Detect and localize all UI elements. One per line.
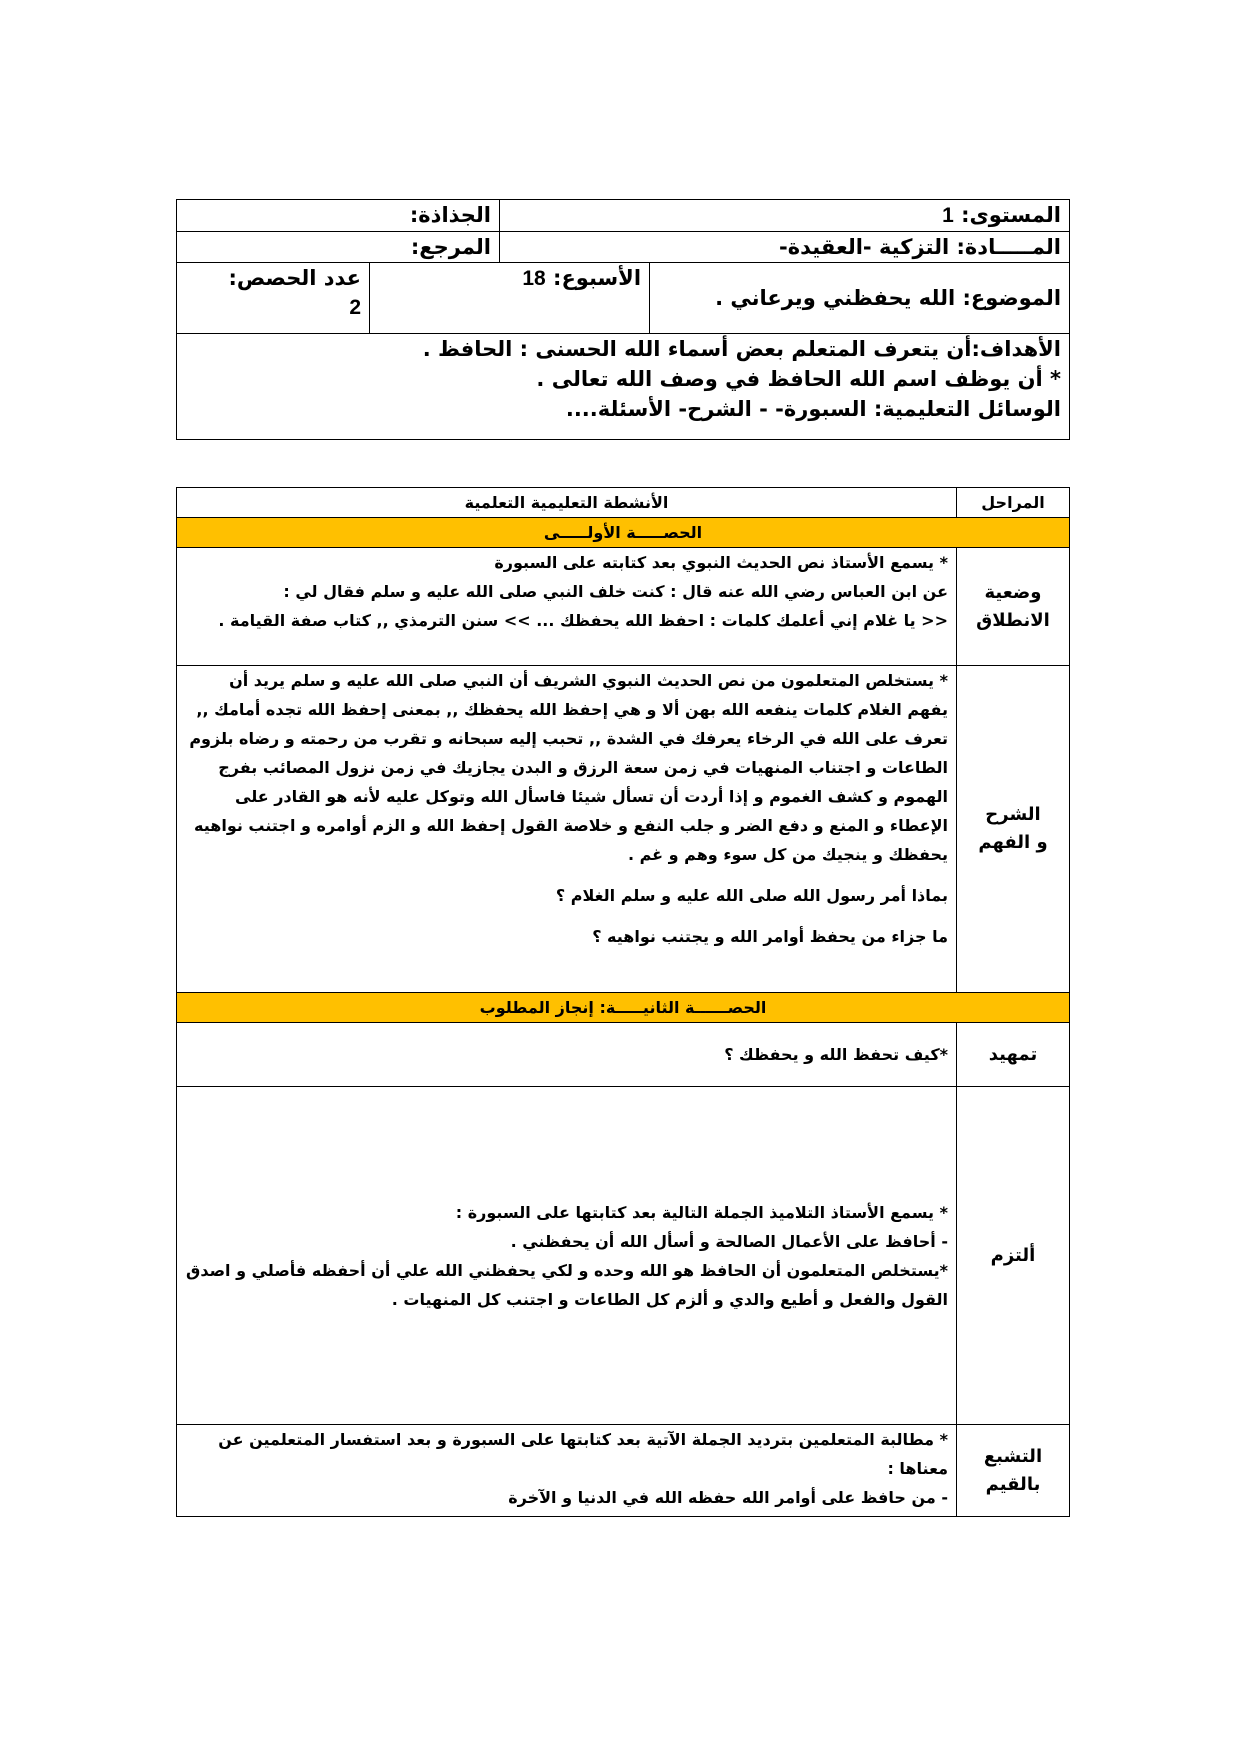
reference-cell xyxy=(177,232,500,263)
level-value: 1 xyxy=(942,204,954,227)
lesson-header-table xyxy=(176,199,1070,440)
sessions-label: عدد الحصص: xyxy=(228,266,361,290)
lesson-plan-table xyxy=(176,487,1070,1517)
stage-values: التشبع بالقيم xyxy=(957,1425,1070,1517)
subject-label: المـــــادة: xyxy=(956,235,1062,259)
goals-line-2: * أن يوظف اسم الله الحافظ في وصف الله تعالى . xyxy=(536,367,1062,391)
activities-column-header: الأنشطة التعليمية التعلمية xyxy=(177,488,957,518)
stage-commit: ألتزم xyxy=(957,1087,1070,1425)
level-cell xyxy=(500,200,1070,232)
stage-launch-line-2: الانطلاق xyxy=(976,609,1050,631)
stage-launch xyxy=(957,548,1070,666)
stage-launch-line-1: وضعية xyxy=(984,581,1042,603)
topic-value: الله يحفظني ويرعاني . xyxy=(715,286,956,310)
launch-line-3: << يا غلام إني أعلمك كلمات : احفظ الله يحفظك ... >> سنن الترمذي ,, كتاب صفة القيامة . xyxy=(218,611,948,630)
values-line-1: * مطالبة المتعلمين بترديد الجملة الآتية بعد كتابتها على السبورة و بعد استفسار المتعلمين عن معناها : xyxy=(218,1430,948,1478)
explain-question-2: ما جزاء من يحفظ أوامر الله و يجتنب نواهيه ؟ xyxy=(592,927,948,946)
stages-column-header: المراحل xyxy=(957,488,1070,518)
tools-line: الوسائل التعليمية: السبورة- - الشرح- الأسئلة.... xyxy=(565,397,1062,421)
commit-line-3: *يستخلص المتعلمون أن الحافظ هو الله وحده و لكي يحفظني الله علي أن أحفظه فأصلي و اصدق القول والفعل و أطيع والدي و ألزم كل الطاعات و اجتنب كل المنهيات . xyxy=(186,1260,948,1309)
topic-cell xyxy=(650,263,1070,334)
explain-activity xyxy=(177,666,957,993)
launch-line-1: * يسمع الأستاذ نص الحديث النبوي بعد كتابته على السبورة xyxy=(494,553,948,572)
values-line-2: - من حافظ على أوامر الله حفظه الله في الدنيا و الآخرة xyxy=(508,1488,948,1507)
subject-value: التزكية -العقيدة- xyxy=(779,235,950,259)
stage-explain-line-1: الشرح xyxy=(985,804,1041,825)
explain-paragraph: * يستخلص المتعلمون من نص الحديث النبوي الشريف أن النبي صلى الله عليه و سلم يريد أن يفهم الغلام كلمات ينفعه الله بهن ألا و هي إحفظ الله يحفظك ,, بمعنى إحفظ الله تجده أمامك ,, تعرف على الله في الرخاء يعرفك في الشدة ,, تحبب إليه سبحانه و تقرب من رحمته و رضاه بلزوم الطاعات و اجتناب المنهيات في زمن سعة الرزق و البدن يجازيك في زمن نزول المصائب بفرج الهموم و كشف الغموم و إذا أردت أن تسأل شيئا فاسأل الله وتوكل عليه لأنه هو القادر على الإعطاء و المنع و دفع الضر و جلب النفع و خلاصة القول إحفظ الله و الزم أوامره و اجتنب نواهيه يحفظك و ينجيك من كل سوء وهم و غم . xyxy=(189,671,948,864)
values-activity xyxy=(177,1425,957,1517)
commit-line-2: - أحافظ على الأعمال الصالحة و أسأل الله أن يحفظني . xyxy=(510,1231,948,1251)
commit-line-1: * يسمع الأستاذ التلاميذ الجملة التالية بعد كتابتها على السبورة : xyxy=(455,1202,948,1222)
launch-line-2: عن ابن العباس رضي الله عنه قال : كنت خلف النبي صلى الله عليه و سلم فقال لي : xyxy=(283,582,948,601)
explain-question-1: بماذا أمر رسول الله صلى الله عليه و سلم الغلام ؟ xyxy=(555,886,948,905)
reference-label: المرجع: xyxy=(410,235,491,259)
unit-label: الجذاذة: xyxy=(409,203,491,227)
launch-activity xyxy=(177,548,957,666)
session-1-title: الحصـــــة الأولـــــى xyxy=(177,518,1070,548)
commit-activity xyxy=(177,1087,957,1425)
sessions-value: 2 xyxy=(349,296,361,319)
week-label: الأسبوع: xyxy=(553,266,642,290)
goals-line-1: الأهداف:أن يتعرف المتعلم بعض أسماء الله الحسنى : الحافظ . xyxy=(422,337,1062,361)
unit-cell xyxy=(177,200,500,232)
stage-explain-line-2: و الفهم xyxy=(978,832,1048,853)
topic-label: الموضوع: xyxy=(962,286,1062,310)
goals-cell xyxy=(177,334,1070,440)
week-value: 18 xyxy=(522,267,546,290)
sessions-cell xyxy=(177,263,370,334)
week-cell xyxy=(370,263,650,334)
session-2-title: الحصــــــة الثانيـــــة: إنجاز المطلوب xyxy=(177,993,1070,1023)
intro-activity: *كيف تحفظ الله و يحفظك ؟ xyxy=(177,1023,957,1087)
stage-intro: تمهيد xyxy=(957,1023,1070,1087)
level-label: المستوى: xyxy=(961,203,1062,227)
subject-cell xyxy=(500,232,1070,263)
stage-explain xyxy=(957,666,1070,993)
